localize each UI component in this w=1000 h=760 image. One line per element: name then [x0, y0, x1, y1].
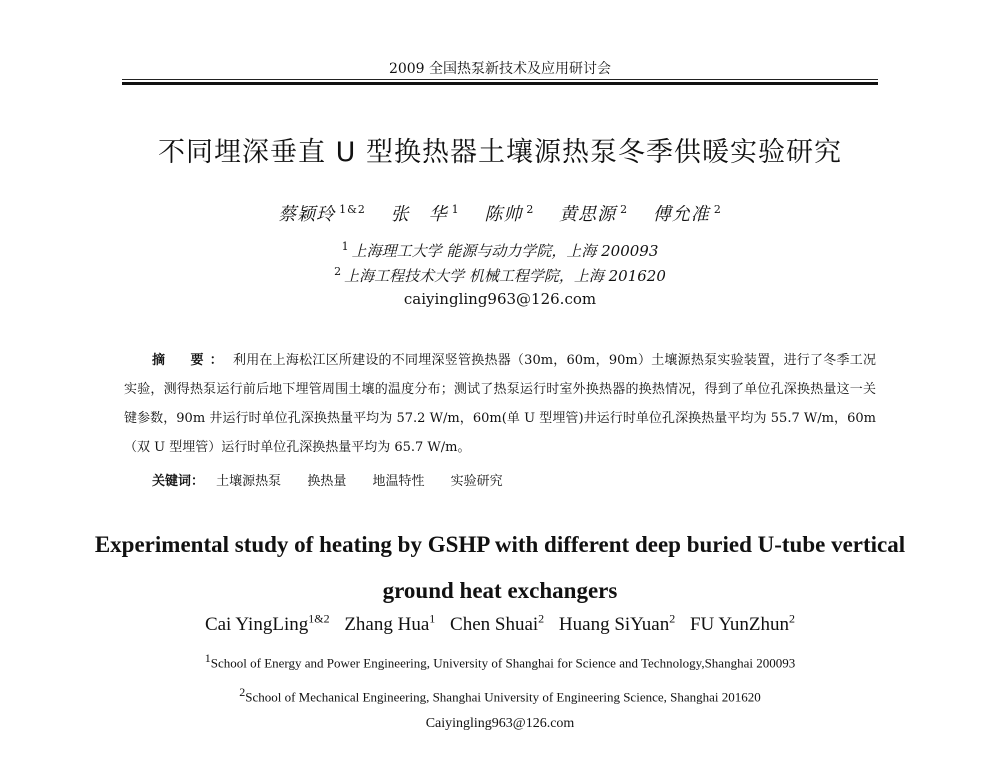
email-en: Caiyingling963@126.com [425, 716, 575, 731]
abstract-text: 利用在上海松江区所建设的不同埋深竖管换热器（30m，60m，90m）土壤源热泵实验装置，进行了冬季工况实验，测得热泵运行前后地下埋管周围土壤的温度分布；测试了热泵运行时室外换热器的换热情况，得到了单位孔深换热量这一关键参数，90m 井运行时单位孔深换热量平均为 57.2 W/m，60m(单 U 型埋管)井运行时单位孔深换热量平均为 55.7 W/m，60m（双 U 型埋管）运行时单位孔深换热量平均为 65.7 W/m。 [124, 353, 876, 455]
aff-text: 上海工程技术大学 机械工程学院，上海 201620 [344, 267, 666, 285]
keyword: 土壤源热泵 [216, 474, 282, 489]
abstract-cn [124, 346, 876, 462]
affiliation-en-1 [0, 651, 1000, 671]
author-aff-mark: 1&2 [339, 203, 366, 216]
author-name: Zhang Hua [344, 614, 430, 636]
author-aff-mark: 2 [713, 203, 722, 216]
author-en [690, 614, 795, 635]
author-aff-mark: 2 [526, 203, 535, 216]
author-cn [653, 204, 722, 225]
author-en [344, 614, 435, 635]
author-en [559, 614, 675, 635]
author-cn [278, 204, 366, 225]
aff-text: 上海理工大学 能源与动力学院，上海 200093 [351, 242, 659, 260]
affiliation-cn-1 [0, 240, 1000, 261]
author-aff-mark: 2 [789, 612, 796, 626]
author-list-en [0, 612, 1000, 636]
author-list-cn [0, 200, 1000, 226]
aff-mark: 2 [334, 265, 342, 278]
author-aff-mark: 1&2 [308, 612, 330, 626]
aff-mark: 1 [341, 240, 349, 253]
conference-header: 2009 全国热泵新技术及应用研讨会 [388, 61, 612, 77]
paper-title-en: Experimental study of heating by GSHP with different deep buried U-tube vertical ground heat exchangers [94, 532, 906, 603]
author-cn [391, 204, 460, 225]
author-aff-mark: 2 [669, 612, 676, 626]
author-name: 黄思源 [559, 204, 617, 225]
keyword: 换热量 [307, 474, 347, 489]
author-aff-mark: 1 [429, 612, 436, 626]
author-aff-mark: 2 [538, 612, 545, 626]
author-cn [559, 204, 628, 225]
keywords-cn [152, 470, 525, 489]
paper-title-cn: 不同埋深垂直 U 型换热器土壤源热泵冬季供暖实验研究 [158, 137, 842, 168]
author-name: 傅允准 [652, 204, 710, 225]
author-aff-mark: 1 [451, 203, 460, 216]
aff-mark: 1 [204, 651, 211, 665]
affiliation-en-2 [0, 685, 1000, 705]
affiliation-cn-2 [0, 265, 1000, 286]
author-aff-mark: 2 [620, 203, 629, 216]
keywords-label: 关键词： [152, 474, 205, 489]
keyword: 实验研究 [450, 474, 503, 489]
author-name: 陈帅 [484, 204, 523, 225]
author-name: 张 华 [390, 204, 448, 225]
abstract-label: 摘 要： [152, 353, 229, 368]
aff-text: School of Energy and Power Engineering, University of Shanghai for Science and Technology,Shanghai 200093 [210, 655, 796, 671]
author-name: Cai YingLing [204, 614, 309, 636]
header-rule-thin [122, 79, 878, 80]
aff-text: School of Mechanical Engineering, Shanghai University of Engineering Science, Shanghai 201620 [245, 689, 761, 705]
author-name: Huang SiYuan [558, 614, 670, 636]
author-name: 蔡颖玲 [278, 204, 336, 225]
keyword: 地温特性 [372, 474, 425, 489]
author-en [205, 614, 330, 635]
aff-mark: 2 [239, 685, 246, 699]
author-name: Chen Shuai [450, 614, 539, 636]
author-name: FU YunZhun [689, 614, 790, 636]
email-cn: caiyingling963@126.com [403, 290, 597, 308]
author-cn [484, 204, 534, 225]
author-en [450, 614, 544, 635]
header-rule-thick [122, 82, 878, 85]
